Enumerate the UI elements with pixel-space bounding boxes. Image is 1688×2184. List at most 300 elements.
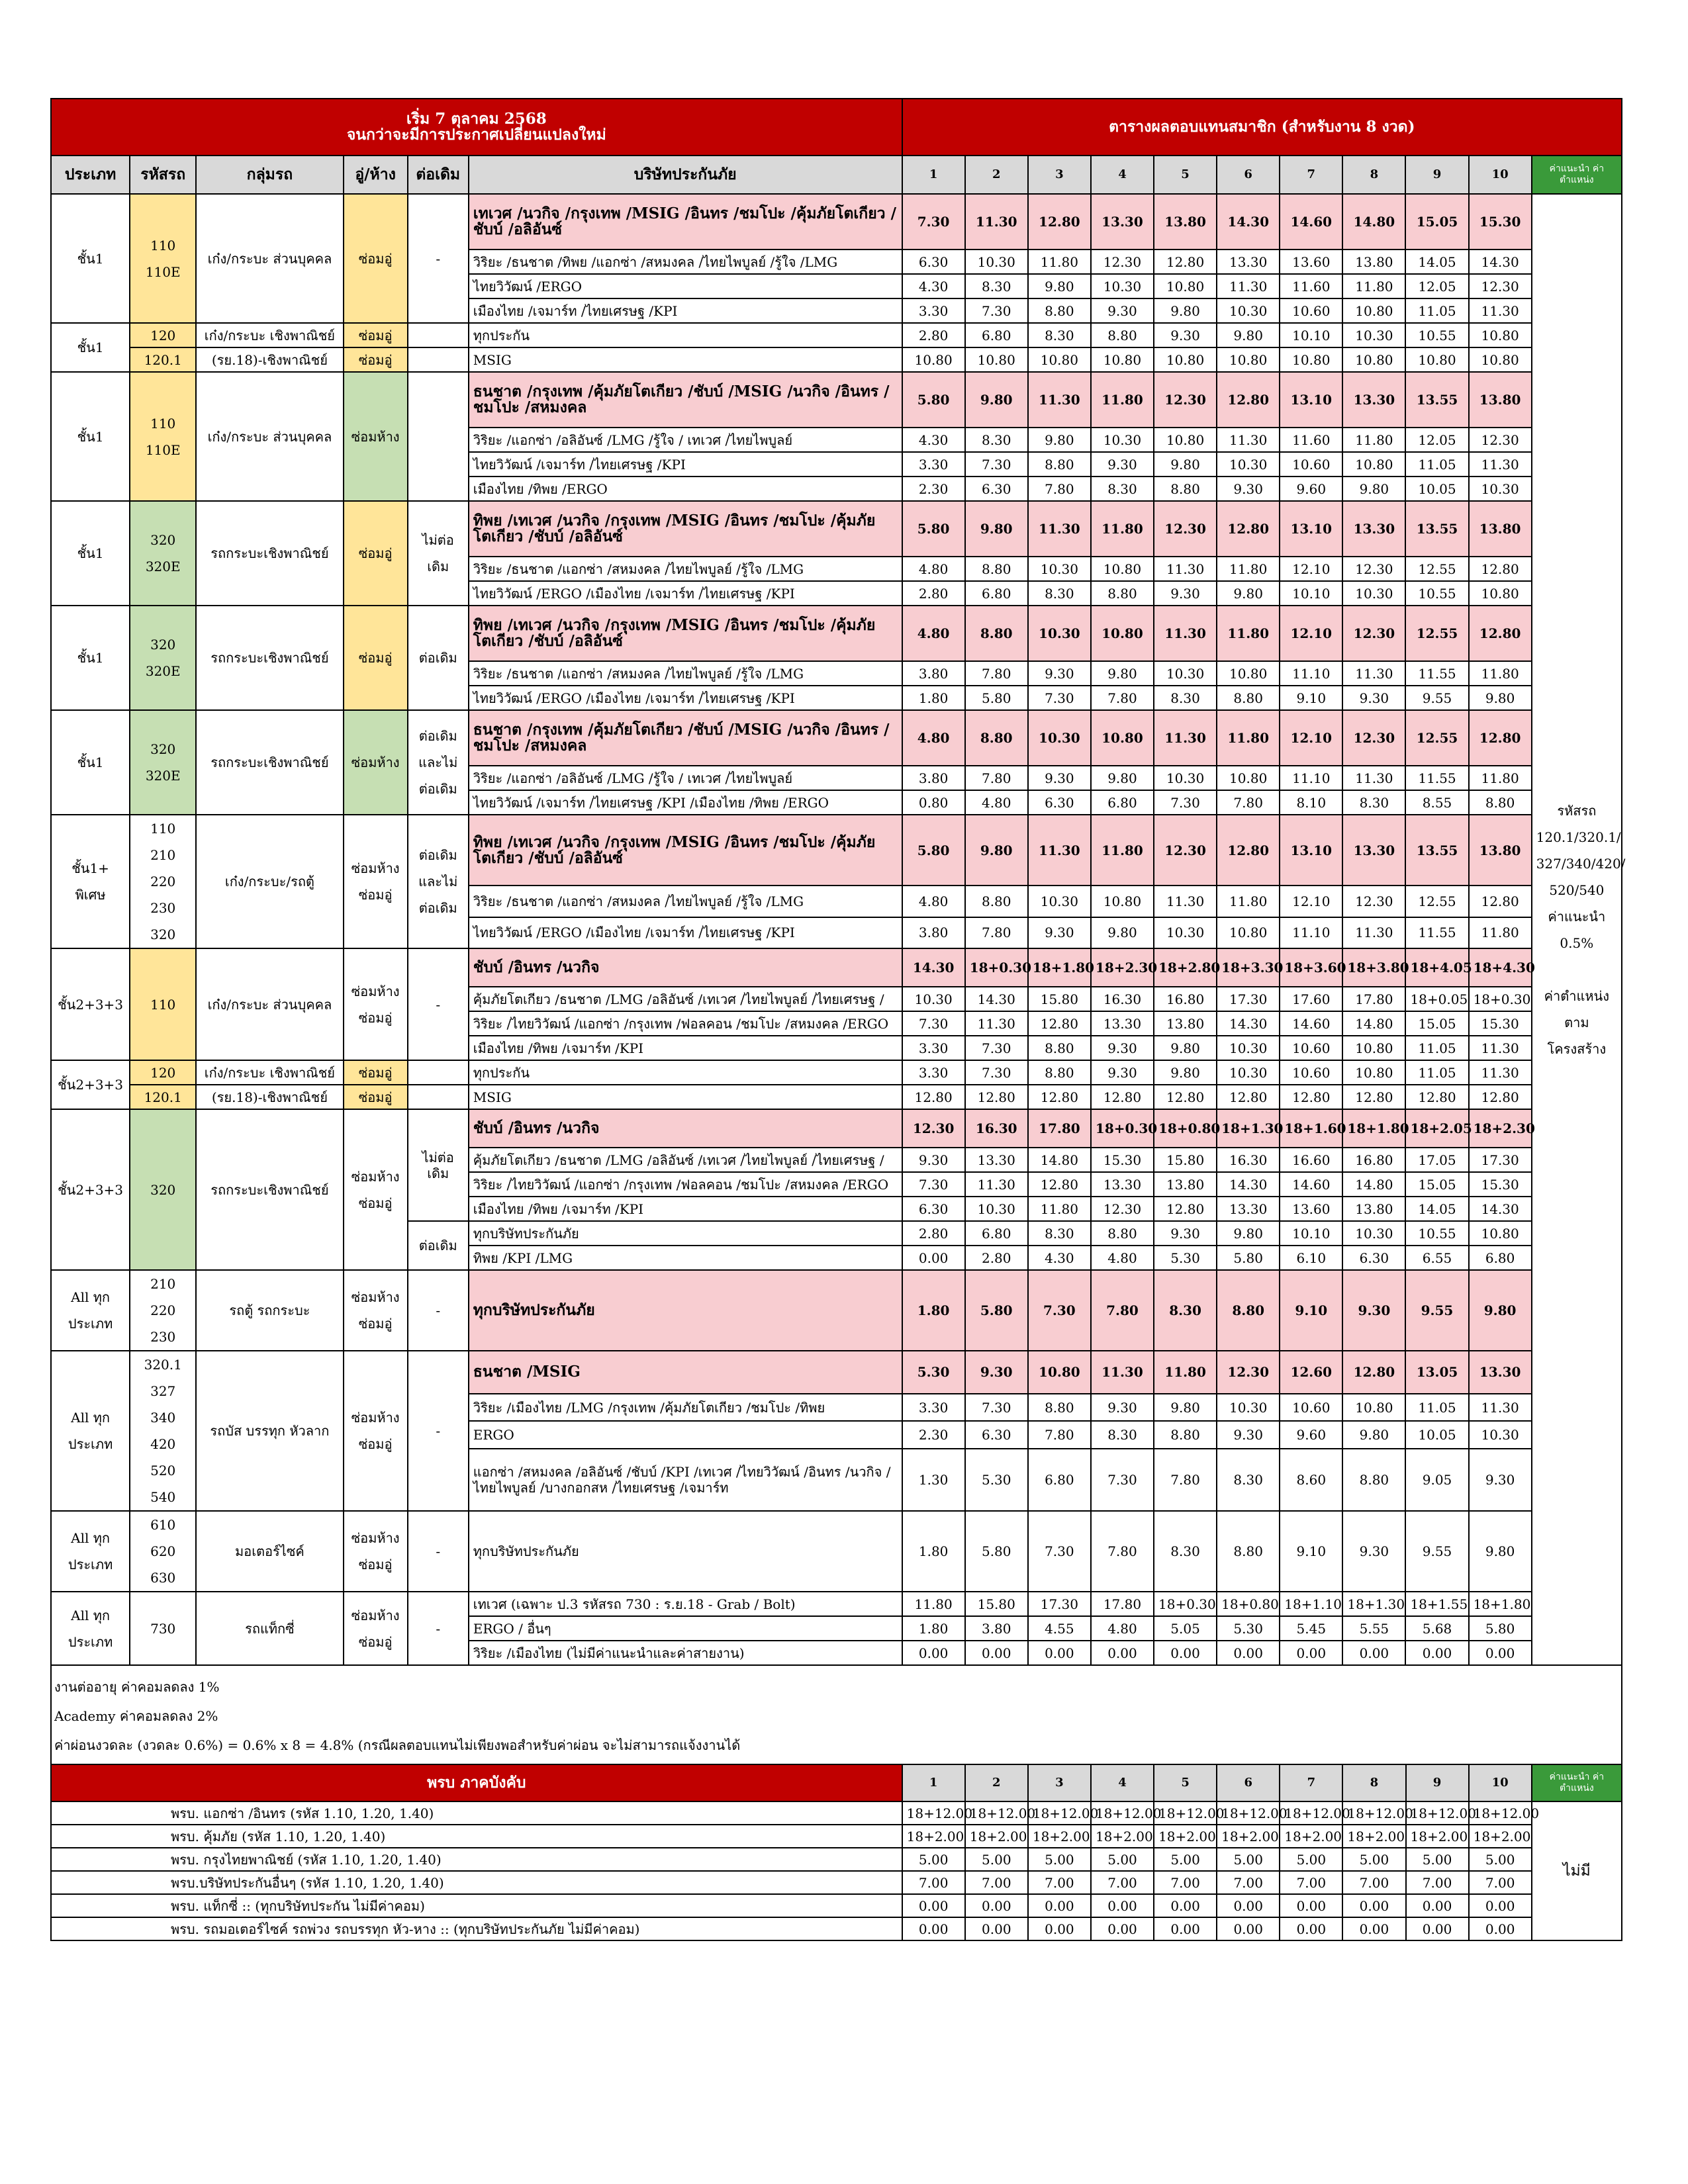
period-value: 11.80 [1469,766,1532,790]
period-value: 9.80 [1091,917,1154,948]
period-value: 5.80 [965,686,1028,710]
period-value: 13.10 [1280,372,1342,428]
period-value: 9.30 [1342,686,1405,710]
period-value: 12.80 [1028,1085,1091,1109]
period-value: 18+2.30 [1091,948,1154,987]
period-value: 9.30 [1028,917,1091,948]
insurer-list: เมืองไทย /ทิพย /ERGO [469,477,902,501]
period-value: 16.80 [1154,987,1217,1011]
period-value: 9.80 [1091,766,1154,790]
vehicle-code: 110E [145,441,181,458]
period-value: 18+2.00 [1091,1825,1154,1848]
period-value: 18+12.00 [1469,1801,1532,1825]
repair-type: ซ่อมห้าง ซ่อมอู่ [344,1270,408,1351]
col-header-period: 1 [902,156,965,194]
period-value: 13.30 [1342,501,1405,557]
period-value: 10.30 [1342,581,1405,606]
period-value: 14.30 [1217,194,1280,250]
period-value: 9.80 [965,501,1028,557]
type-cell: ชั้น1 [51,606,130,710]
period-value: 0.00 [1154,1917,1217,1940]
period-value: 11.30 [1154,710,1217,766]
type-cell: ชั้น1 [51,710,130,815]
period-value: 14.60 [1280,1172,1342,1197]
col-header-period: 8 [1342,156,1405,194]
period-value: 10.80 [1217,766,1280,790]
insurer-list: ไทยวิวัฒน์ /เจมาร์ท /ไทยเศรษฐ /KPI /เมืองไทย /ทิพย /ERGO [469,790,902,815]
col-header-period: 6 [1217,1764,1280,1801]
period-value: 18+2.00 [1280,1825,1342,1848]
period-value: 18+1.60 [1280,1109,1342,1148]
period-value: 18+1.80 [1342,1109,1405,1148]
insurer-list: ไทยวิวัฒน์ /เจมาร์ท /ไทยเศรษฐ /KPI [469,452,902,477]
vehicle-group: รถแท็กซี่ [196,1592,343,1665]
col-header-period: 8 [1342,1764,1405,1801]
period-value: 9.80 [1469,686,1532,710]
repair-type: ซ่อมห้าง ซ่อมอู่ [344,1592,408,1665]
period-value: 0.00 [902,1246,965,1270]
vehicle-code: 110 [150,821,176,837]
vehicle-group: เก๋ง/กระบะ ส่วนบุคคล [196,948,343,1060]
insurer-list: คุ้มภัยโตเกียว /ธนชาต /LMG /อลิอันซ์ /เทเวศ /ไทยไพบูลย์ /ไทยเศรษฐ / [469,1148,902,1172]
period-value: 9.80 [1469,1270,1532,1351]
period-value: 9.80 [1342,1421,1405,1448]
header-start-date: เริ่ม 7 ตุลาคม 2568 [406,110,547,128]
period-value: 8.80 [1028,1036,1091,1060]
period-value: 18+0.05 [1405,987,1468,1011]
period-value: 6.55 [1405,1246,1468,1270]
period-value: 13.80 [1342,1197,1405,1221]
repair-type: ซ่อมอู่ [344,194,408,323]
period-value: 17.60 [1280,987,1342,1011]
period-value: 11.60 [1280,274,1342,298]
period-value: 10.30 [1028,710,1091,766]
vehicle-code: 120.1 [130,347,196,372]
period-value: 9.30 [1342,1511,1405,1592]
period-value: 9.80 [1028,274,1091,298]
type-cell: ชั้น2+3+3 [51,1060,130,1109]
period-value: 11.30 [1469,452,1532,477]
period-value: 18+1.10 [1280,1592,1342,1616]
renew-cell: - [408,1511,469,1592]
period-value: 11.30 [1217,274,1280,298]
period-value: 0.00 [1217,1894,1280,1917]
col-header-period: 5 [1154,156,1217,194]
period-value: 8.80 [1217,686,1280,710]
period-value: 5.80 [965,1511,1028,1592]
col-header-insurer: บริษัทประกันภัย [469,156,902,194]
period-value: 10.60 [1280,1060,1342,1085]
period-value: 9.60 [1280,1421,1342,1448]
period-value: 9.30 [1028,766,1091,790]
period-value: 7.80 [1028,477,1091,501]
header-right-title: ตารางผลตอบแทนสมาชิก (สำหรับงาน 8 งวด) [902,99,1622,156]
period-value: 10.60 [1280,1394,1342,1421]
period-value: 9.30 [1091,1060,1154,1085]
period-value: 11.30 [1342,661,1405,686]
period-value: 13.30 [1091,194,1154,250]
period-value: 9.55 [1405,1511,1468,1592]
col-header-period: 9 [1405,156,1468,194]
period-value: 8.80 [1091,323,1154,347]
period-value: 5.00 [1154,1848,1217,1871]
period-value: 12.30 [1091,250,1154,274]
period-value: 18+12.00 [1342,1801,1405,1825]
period-value: 4.55 [1028,1616,1091,1641]
period-value: 13.60 [1280,1197,1342,1221]
period-value: 12.80 [1469,1085,1532,1109]
period-value: 11.30 [1091,1351,1154,1394]
vehicle-codes [130,194,196,323]
period-value: 7.00 [965,1871,1028,1894]
period-value: 0.00 [1405,1641,1468,1665]
advice-line: 327/340/420/ [1536,855,1626,872]
period-value: 8.55 [1405,790,1468,815]
period-value: 18+12.00 [1406,1801,1469,1825]
period-value: 11.80 [1028,1197,1091,1221]
period-value: 12.80 [1217,1085,1280,1109]
renew-cell [408,1060,469,1085]
period-value: 10.80 [1342,1060,1405,1085]
period-value: 18+2.00 [1154,1825,1217,1848]
period-value: 10.80 [1028,1351,1091,1394]
period-value: 12.80 [1217,815,1280,886]
period-value: 15.30 [1469,1011,1532,1036]
period-value: 12.30 [1154,501,1217,557]
period-value: 3.80 [902,917,965,948]
insurer-list: ทิพย /เทเวศ /นวกิจ /กรุงเทพ /MSIG /อินทร /ชมโปะ /คุ้มภัยโตเกียว /ชับบ์ /อลิอันซ์ [469,501,902,557]
vehicle-codes [130,501,196,606]
period-value: 10.80 [1217,347,1280,372]
period-value: 14.30 [902,948,965,987]
vehicle-code: 340 [150,1410,176,1426]
period-value: 5.80 [902,372,965,428]
period-value: 9.80 [1154,298,1217,323]
period-value: 5.00 [965,1848,1028,1871]
period-value: 9.80 [1028,428,1091,452]
period-value: 7.80 [1028,1421,1091,1448]
period-value: 10.30 [965,250,1028,274]
period-value: 4.80 [902,557,965,581]
type-cell: ชั้น1+ พิเศษ [51,815,130,948]
period-value: 3.30 [902,452,965,477]
period-value: 5.00 [1217,1848,1280,1871]
period-value: 10.80 [1342,1394,1405,1421]
vehicle-code: 327 [150,1383,176,1399]
repair-type: ซ่อมอู่ [344,501,408,606]
period-value: 11.30 [965,194,1028,250]
period-value: 10.80 [1217,917,1280,948]
period-value: 5.30 [1154,1246,1217,1270]
period-value: 12.30 [1154,815,1217,886]
period-value: 16.60 [1280,1148,1342,1172]
period-value: 13.80 [1469,815,1532,886]
period-value: 12.80 [1028,194,1091,250]
period-value: 13.30 [1217,1197,1280,1221]
insurer-list: วิริยะ /ธนชาต /แอกซ่า /สหมงคล /ไทยไพบูลย์ /รู้ใจ /LMG [469,557,902,581]
period-value: 10.30 [902,987,965,1011]
period-value: 18+3.30 [1217,948,1280,987]
renew-cell: - [408,1592,469,1665]
period-value: 9.80 [1342,477,1405,501]
period-value: 11.55 [1405,766,1468,790]
insurer-list: เมืองไทย /ทิพย /เจมาร์ท /KPI [469,1036,902,1060]
vehicle-code: 620 [150,1543,176,1559]
period-value: 9.30 [1342,1270,1405,1351]
period-value: 0.00 [902,1894,965,1917]
period-value: 11.30 [1469,1060,1532,1085]
period-value: 17.30 [1217,987,1280,1011]
period-value: 18+4.05 [1405,948,1468,987]
period-value: 5.80 [965,1270,1028,1351]
vehicle-code: 210 [150,1276,176,1292]
period-value: 10.30 [1154,917,1217,948]
period-value: 14.80 [1342,1172,1405,1197]
vehicle-group: เก๋ง/กระบะ/รถตู้ [196,815,343,948]
period-value: 6.30 [902,1197,965,1221]
repair-type: ซ่อมอู่ [344,1085,408,1109]
period-value: 11.80 [1091,815,1154,886]
header-left [51,99,902,156]
period-value: 8.80 [1028,1394,1091,1421]
repair-type: ซ่อมห้าง ซ่อมอู่ [344,1109,408,1270]
period-value: 8.80 [965,557,1028,581]
compulsory-label: พรบ.บริษัทประกันอื่นๆ (รหัส 1.10, 1.20, 1.40) [51,1871,902,1894]
insurer-list: แอกซ่า /สหมงคล /อลิอันซ์ /ชับบ์ /KPI /เทเวศ /ไทยวิวัฒน์ /อินทร /นวกิจ / ไทยไพบูลย์ /บางกอกสห /ไทยเศรษฐ /เจมาร์ท [469,1449,902,1511]
period-value: 11.05 [1405,1036,1468,1060]
period-value: 7.30 [1028,1270,1091,1351]
period-value: 5.00 [902,1848,965,1871]
repair-type: ซ่อมห้าง ซ่อมอู่ [344,1511,408,1592]
insurer-list: ทุกบริษัทประกันภัย [469,1221,902,1246]
period-value: 10.80 [1342,1036,1405,1060]
period-value: 4.30 [902,428,965,452]
renew-cell [408,372,469,501]
vehicle-group: (รย.18)-เชิงพาณิชย์ [196,1085,343,1109]
period-value: 11.30 [1469,298,1532,323]
period-value: 12.05 [1405,428,1468,452]
period-value: 12.30 [1469,428,1532,452]
type-cell: ชั้น2+3+3 [51,948,130,1060]
period-value: 18+0.30 [965,948,1028,987]
period-value: 3.80 [902,766,965,790]
period-value: 0.00 [965,1917,1028,1940]
period-value: 9.30 [902,1148,965,1172]
period-value: 10.30 [1217,298,1280,323]
insurer-list: ธนชาต /กรุงเทพ /คุ้มภัยโตเกียว /ชับบ์ /MSIG /นวกิจ /อินทร /ชมโปะ /สหมงคล [469,710,902,766]
period-value: 7.30 [902,1011,965,1036]
period-value: 13.30 [1469,1351,1532,1394]
vehicle-code: 210 [150,847,176,863]
period-value: 8.80 [1028,452,1091,477]
repair-type: ซ่อมอู่ [344,347,408,372]
period-value: 10.05 [1405,1421,1468,1448]
insurer-list: วิริยะ /ธนชาต /แอกซ่า /สหมงคล /ไทยไพบูลย์ /รู้ใจ /LMG [469,886,902,917]
period-value: 2.80 [902,323,965,347]
col-header-repair: อู่/ห้าง [344,156,408,194]
vehicle-group: เก๋ง/กระบะ ส่วนบุคคล [196,194,343,323]
period-value: 8.30 [1154,1270,1217,1351]
vehicle-code: 630 [150,1570,176,1586]
vehicle-code: 220 [150,874,176,889]
period-value: 10.30 [1217,452,1280,477]
vehicle-group: (รย.18)-เชิงพาณิชย์ [196,347,343,372]
col-header-period: 1 [902,1764,965,1801]
period-value: 16.30 [1217,1148,1280,1172]
vehicle-codes [130,1270,196,1351]
period-value: 11.80 [1154,1351,1217,1394]
period-value: 18+0.80 [1154,1109,1217,1148]
period-value: 12.80 [1091,1085,1154,1109]
period-value: 18+2.80 [1154,948,1217,987]
period-value: 18+12.00 [1154,1801,1217,1825]
period-value: 0.00 [1154,1894,1217,1917]
insurer-list: วิริยะ /ธนชาต /ทิพย /แอกซ่า /สหมงคล /ไทยไพบูลย์ /รู้ใจ /LMG [469,250,902,274]
period-value: 9.80 [1217,1221,1280,1246]
period-value: 17.30 [1469,1148,1532,1172]
period-value: 10.30 [1028,557,1091,581]
compulsory-table [50,1764,1622,1941]
period-value: 10.80 [1091,606,1154,661]
period-value: 6.10 [1280,1246,1342,1270]
period-value: 5.80 [902,501,965,557]
period-value: 0.00 [1091,1641,1154,1665]
vehicle-code: 320 [150,741,176,757]
insurer-list: วิริยะ /แอกซ่า /อลิอันซ์ /LMG /รู้ใจ / เทเวศ /ไทยไพบูลย์ [469,428,902,452]
period-value: 16.80 [1342,1148,1405,1172]
period-value: 11.80 [1217,557,1280,581]
period-value: 5.45 [1280,1616,1342,1641]
period-value: 13.55 [1405,372,1468,428]
period-value: 4.80 [902,710,965,766]
period-value: 0.00 [965,1894,1028,1917]
period-value: 10.55 [1405,323,1468,347]
period-value: 5.80 [902,815,965,886]
period-value: 17.30 [1028,1592,1091,1616]
period-value: 12.80 [965,1085,1028,1109]
period-value: 12.05 [1405,274,1468,298]
vehicle-code: 730 [150,1620,176,1637]
repair-type: ซ่อมอู่ [344,606,408,710]
period-value: 8.80 [1217,1511,1280,1592]
vehicle-code: 120 [130,1060,196,1085]
period-value: 12.30 [1342,557,1405,581]
period-value: 11.05 [1405,298,1468,323]
period-value: 6.80 [1091,790,1154,815]
renew-cell: ไม่ต่อเดิม [408,1109,469,1221]
period-value: 13.30 [965,1148,1028,1172]
vehicle-code: 110 [150,237,176,253]
renew-cell: ต่อเดิม [408,1221,469,1270]
period-value: 9.30 [1154,323,1217,347]
period-value: 8.80 [965,606,1028,661]
period-value: 9.30 [1154,1221,1217,1246]
period-value: 15.80 [965,1592,1028,1616]
period-value: 9.30 [965,1351,1028,1394]
period-value: 18+0.30 [1154,1592,1217,1616]
period-value: 0.00 [1217,1641,1280,1665]
period-value: 14.30 [1217,1011,1280,1036]
period-value: 2.80 [902,581,965,606]
repair-type: ซ่อมห้าง ซ่อมอู่ [344,815,408,948]
renew-cell: - [408,1270,469,1351]
period-value: 18+2.00 [902,1825,965,1848]
period-value: 10.80 [1154,274,1217,298]
renew-cell [408,1085,469,1109]
vehicle-codes [130,372,196,501]
note-installment: ค่าผ่อนงวดละ (งวดละ 0.6%) = 0.6% x 8 = 4.8% (กรณีผลตอบแทนไม่เพียงพอสำหรับค่าผ่อน จะไม่สามารถแจ้งงานได้ [54,1737,741,1753]
vehicle-code: 320 [150,532,176,548]
insurer-list: เมืองไทย /เจมาร์ท /ไทยเศรษฐ /KPI [469,298,902,323]
period-value: 4.80 [902,606,965,661]
period-value: 12.55 [1405,606,1468,661]
period-value: 10.55 [1405,581,1468,606]
renew-cell: ไม่ต่อเดิม [408,501,469,606]
period-value: 18+12.00 [902,1801,965,1825]
vehicle-code: 420 [150,1436,176,1452]
period-value: 8.30 [1028,581,1091,606]
period-value: 0.00 [1280,1917,1342,1940]
period-value: 10.30 [1217,1060,1280,1085]
insurer-list: วิริยะ /เมืองไทย (ไม่มีค่าแนะนำและค่าสายงาน) [469,1641,902,1665]
period-value: 10.80 [1091,557,1154,581]
period-value: 14.30 [1217,1172,1280,1197]
period-value: 6.30 [1342,1246,1405,1270]
period-value: 12.80 [1028,1172,1091,1197]
insurer-list: ไทยวิวัฒน์ /ERGO /เมืองไทย /เจมาร์ท /ไทยเศรษฐ /KPI [469,917,902,948]
advice-line: 0.5% [1560,934,1594,951]
period-value: 2.30 [902,1421,965,1448]
period-value: 10.30 [1342,323,1405,347]
period-value: 18+0.30 [1091,1109,1154,1148]
period-value: 10.30 [1091,428,1154,452]
period-value: 11.30 [1028,501,1091,557]
period-value: 14.30 [1469,1197,1532,1221]
period-value: 13.80 [1154,194,1217,250]
period-value: 12.10 [1280,710,1342,766]
period-value: 10.30 [1469,477,1532,501]
commission-sheet [50,98,1626,1941]
insurer-list: ชับบ์ /อินทร /นวกิจ [469,948,902,987]
advice-line: โครงสร้าง [1547,1040,1607,1057]
period-value: 9.80 [1154,1060,1217,1085]
repair-type: ซ่อมห้าง ซ่อมอู่ [344,948,408,1060]
vehicle-code: 110 [150,415,176,432]
period-value: 13.80 [1154,1011,1217,1036]
period-value: 11.30 [1469,1036,1532,1060]
period-value: 8.30 [1028,323,1091,347]
insurer-list: คุ้มภัยโตเกียว /ธนชาต /LMG /อลิอันซ์ /เทเวศ /ไทยไพบูลย์ /ไทยเศรษฐ / [469,987,902,1011]
period-value: 0.00 [1342,1641,1405,1665]
renew-cell: ต่อเดิม และไม่ ต่อเดิม [408,815,469,948]
period-value: 11.30 [1028,815,1091,886]
period-value: 7.00 [1280,1871,1342,1894]
period-value: 6.30 [902,250,965,274]
insurer-list: ทุกประกัน [469,323,902,347]
vehicle-code: 320E [145,559,181,574]
vehicle-code: 540 [150,1489,176,1505]
period-value: 8.30 [1217,1449,1280,1511]
repair-type: ซ่อมอู่ [344,323,408,347]
period-value: 12.10 [1280,606,1342,661]
insurer-list: เทเวศ (เฉพาะ ป.3 รหัสรถ 730 : ร.ย.18 - Grab / Bolt) [469,1592,902,1616]
period-value: 18+2.00 [1342,1825,1405,1848]
period-value: 12.80 [1028,1011,1091,1036]
period-value: 10.05 [1405,477,1468,501]
period-value: 0.00 [1406,1917,1469,1940]
insurer-list: ทุกประกัน [469,1060,902,1085]
period-value: 13.05 [1405,1351,1468,1394]
